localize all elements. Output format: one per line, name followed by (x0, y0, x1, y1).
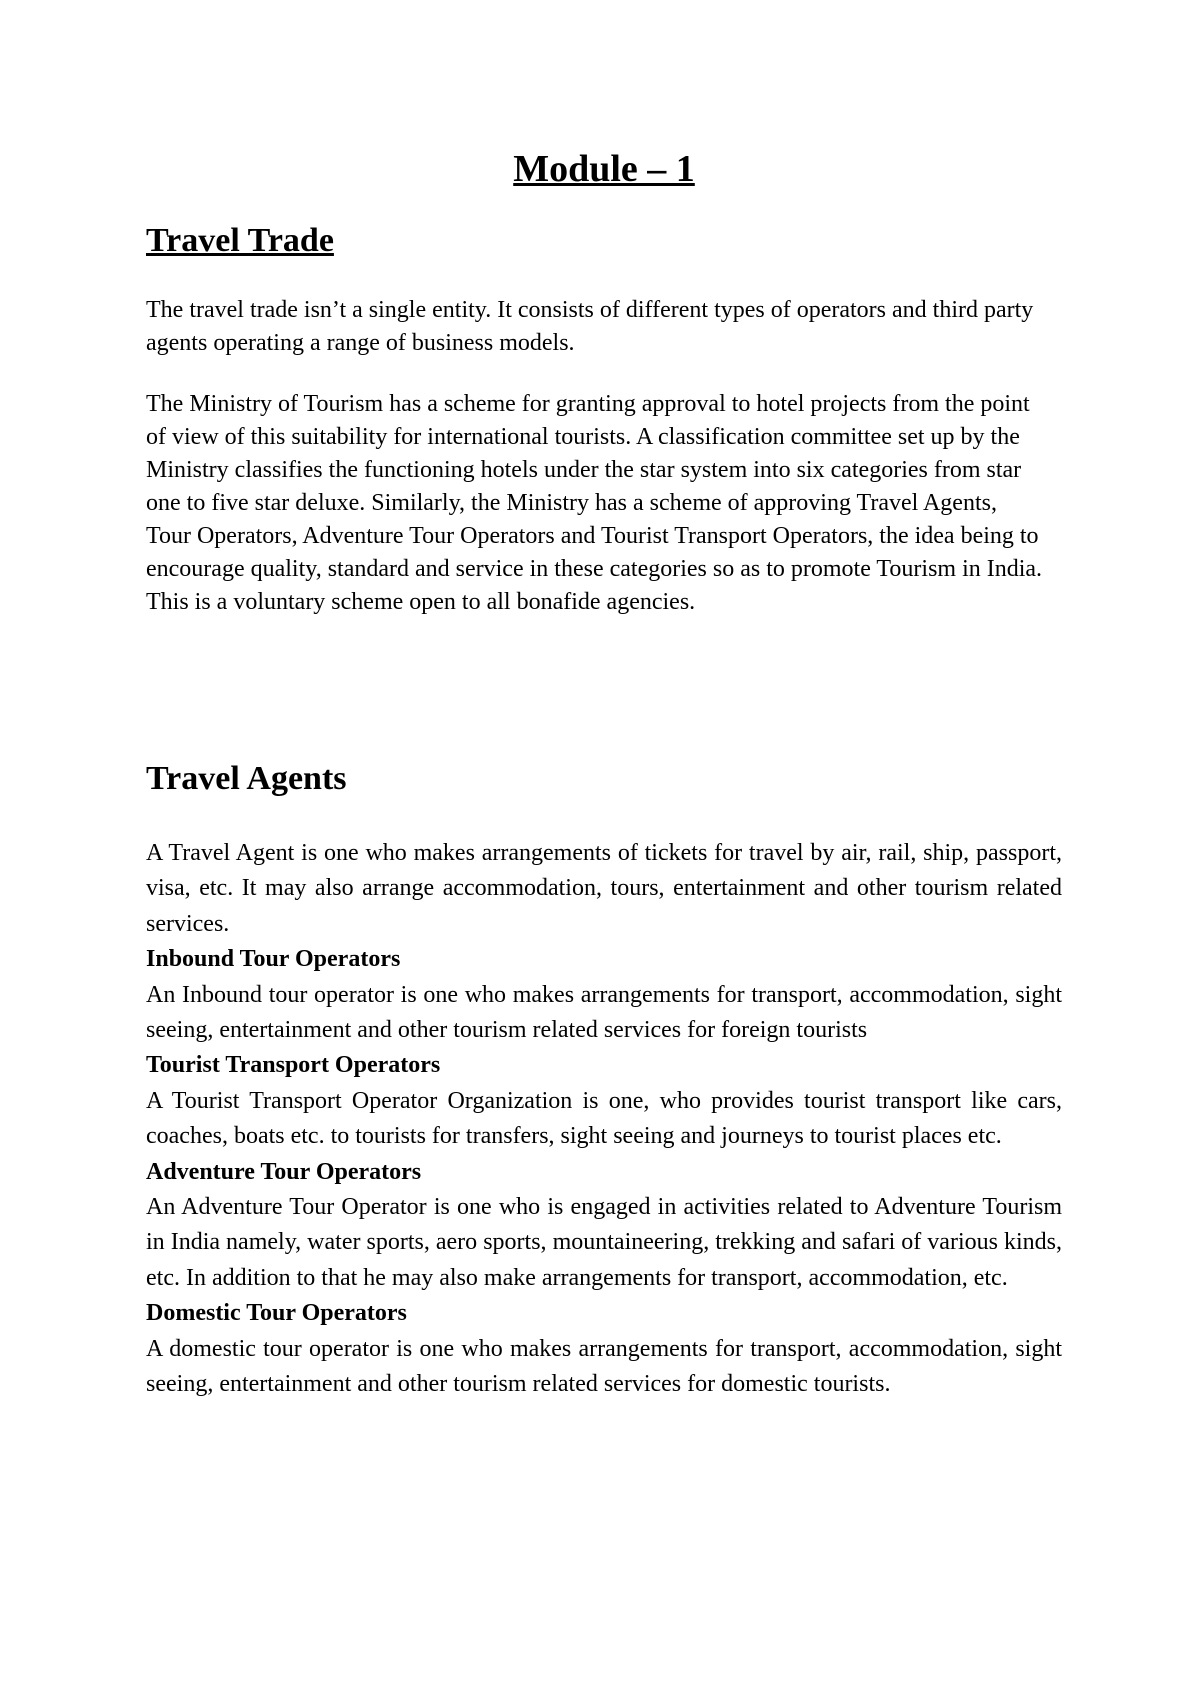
travel-agents-section (146, 836, 1062, 1403)
travel-agents-intro: A Travel Agent is one who makes arrangements of tickets for travel by air, rail, ship, passport, visa, etc. It may also arrange accommodation, tours, entertainment and other tourism related services. (146, 840, 1062, 937)
module-title: Module – 1 (513, 148, 695, 190)
travel-trade-heading: Travel Trade (146, 222, 334, 259)
tourist-transport-operators-heading: Tourist Transport Operators (146, 1052, 441, 1079)
domestic-tour-operators-text: A domestic tour operator is one who makes arrangements for transport, accommodation, sight seeing, entertainment and other tourism related services for domestic tourists. (146, 1335, 1062, 1398)
adventure-tour-operators-text: An Adventure Tour Operator is one who is engaged in activities related to Adventure Tourism in India namely, water sports, aero sports, mountaineering, trekking and safari of various kinds, etc. In addition to that he may also make arrangements for transport, accommodation, etc. (146, 1194, 1062, 1291)
travel-agents-heading: Travel Agents (146, 760, 347, 797)
travel-trade-paragraph-2: The Ministry of Tourism has a scheme for granting approval to hotel projects from the point of view of this suitability for international tourists. A classification committee set up by the Ministry classifies the functioning hotels under the star system into six categories from star one to five star deluxe. Similarly, the Ministry has a scheme of approving Travel Agents, Tour Operators, Adventure Tour Operators and Tourist Transport Operators, the idea being to encourage quality, standard and service in these categories so as to promote Tourism in India. This is a voluntary scheme open to all bonafide agencies. (146, 391, 1043, 615)
inbound-tour-operators-heading: Inbound Tour Operators (146, 946, 401, 973)
domestic-tour-operators-heading: Domestic Tour Operators (146, 1300, 407, 1327)
tourist-transport-operators-text: A Tourist Transport Operator Organization is one, who provides tourist transport like cars, coaches, boats etc. to tourists for transfers, sight seeing and journeys to tourist places etc. (146, 1087, 1062, 1150)
adventure-tour-operators-heading: Adventure Tour Operators (146, 1158, 422, 1185)
inbound-tour-operators-text: An Inbound tour operator is one who makes arrangements for transport, accommodation, sight seeing, entertainment and other tourism related services for foreign tourists (146, 981, 1062, 1044)
travel-trade-paragraph-1: The travel trade isn’t a single entity. It consists of different types of operators and third party agents operating a range of business models. (146, 297, 1034, 356)
